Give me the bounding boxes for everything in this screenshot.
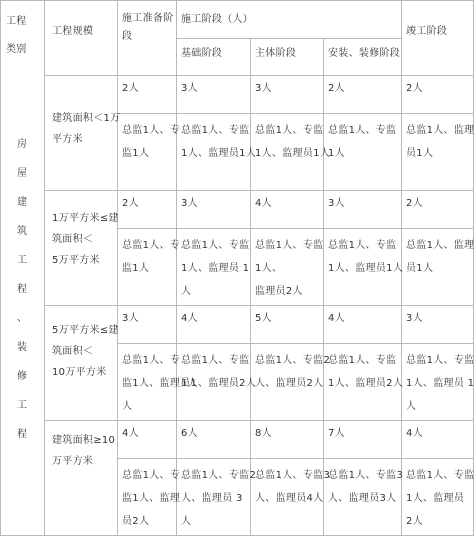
header-main-body-line: 主体阶段 <box>255 48 297 59</box>
staff-count-line: 3人 <box>406 313 423 324</box>
staff-detail-line: 总监1人、专监 <box>406 470 474 481</box>
row-scale <box>52 430 115 472</box>
staff-detail <box>122 464 180 533</box>
staff-detail <box>181 464 256 533</box>
header-install <box>328 44 400 64</box>
header-construction-stage-line: 施工阶段（人） <box>181 14 254 25</box>
staff-detail-line: 总监1人、专 <box>122 125 181 136</box>
staff-count-line: 5人 <box>255 313 272 324</box>
row-scale-line: 5万平方米≤建 <box>52 325 119 336</box>
staff-count <box>255 424 272 444</box>
staff-count-line: 2人 <box>328 83 345 94</box>
staff-count <box>406 424 423 444</box>
staff-detail <box>181 349 256 395</box>
staff-detail-line: 1人、 <box>255 263 283 274</box>
staff-count-line: 3人 <box>181 83 198 94</box>
staff-count <box>181 79 198 99</box>
staff-detail-line: 1人、监理员 1 <box>406 378 474 389</box>
staff-count <box>255 79 272 99</box>
staff-detail-line: 1人、监理员1人 <box>181 148 257 159</box>
header-category <box>6 8 27 64</box>
category-char: 房 <box>17 139 27 150</box>
staff-count <box>255 194 272 214</box>
staff-detail <box>255 234 323 303</box>
staff-detail <box>328 234 403 280</box>
staff-detail-line: 1人、监理员2人 <box>181 378 257 389</box>
staff-detail-line: 总监1人、专 <box>122 470 181 481</box>
staff-count <box>122 194 139 214</box>
staff-count-line: 4人 <box>328 313 345 324</box>
staff-detail-line: 总监1人、专监 <box>328 125 397 136</box>
staff-detail-line: 总监1人、专 <box>122 355 181 366</box>
staff-count <box>328 424 345 444</box>
category-char: 、 <box>17 313 27 324</box>
staff-detail-line: 总监1人、专监 <box>181 355 250 366</box>
category-char: 装 <box>17 342 27 353</box>
staff-detail-line: 监1人 <box>122 263 150 274</box>
staff-count-line: 7人 <box>328 428 345 439</box>
category-char: 程 <box>17 429 27 440</box>
staff-detail-line: 总监1人、专监 <box>328 240 397 251</box>
staff-detail-line: 监理员2人 <box>255 286 303 297</box>
staff-count <box>406 79 423 99</box>
staff-count-line: 3人 <box>122 313 139 324</box>
staff-detail-line: 总监1人、专监 <box>406 355 474 366</box>
staff-count <box>328 309 345 329</box>
header-acceptance <box>406 22 447 42</box>
row-scale-line: 万平方米 <box>52 456 94 467</box>
category-char: 建 <box>17 197 27 208</box>
staff-count-line: 2人 <box>122 198 139 209</box>
staff-detail-line: 人、监理员4人 <box>255 493 324 504</box>
staff-detail-line: 人、监理员3人 <box>328 493 397 504</box>
header-acceptance-line: 竣工阶段 <box>406 26 448 37</box>
border-left <box>0 0 1 535</box>
staff-detail-line: 员1人 <box>406 263 434 274</box>
staff-detail-line: 总监1人、专监2 <box>181 470 257 481</box>
header-category-line: 类别 <box>6 44 27 55</box>
staff-detail-line: 总监1人、专 <box>122 240 181 251</box>
staff-count-line: 3人 <box>181 198 198 209</box>
header-prep <box>122 10 174 46</box>
staff-detail-line: 监1人 <box>122 148 150 159</box>
category-char: 屋 <box>17 168 27 179</box>
staff-count-line: 4人 <box>406 428 423 439</box>
staff-detail-line: 人 <box>181 516 192 527</box>
staff-detail-line: 1人、监理员 <box>406 493 465 504</box>
row-divider <box>44 420 474 421</box>
row-scale-line: 10万平方米 <box>52 367 107 378</box>
header-construction-stage <box>181 10 253 30</box>
row-divider <box>117 228 474 229</box>
staff-detail-line: 监1人、监理 <box>122 493 181 504</box>
border-top <box>0 0 474 1</box>
staff-detail-line: 人 <box>181 286 192 297</box>
staff-detail-line: 人、监理员2人 <box>255 378 324 389</box>
row-scale <box>52 108 120 150</box>
staff-detail <box>122 119 180 165</box>
staff-count-line: 2人 <box>406 198 423 209</box>
category-char: 修 <box>17 371 27 382</box>
staff-count-line: 2人 <box>122 83 139 94</box>
category-label <box>12 130 32 449</box>
row-scale-line: 建筑面积＜1万 <box>52 113 121 124</box>
row-scale <box>52 320 119 383</box>
staff-count-line: 4人 <box>255 198 272 209</box>
staff-count-line: 8人 <box>255 428 272 439</box>
staff-detail <box>181 234 249 303</box>
staff-detail-line: 总监1人、专监 <box>255 125 324 136</box>
staff-count <box>181 309 198 329</box>
staff-detail <box>328 464 403 510</box>
staff-detail-line: 总监1人、专监 <box>181 240 250 251</box>
staff-detail-line: 总监1人、专监3 <box>255 470 331 481</box>
row-divider <box>117 458 474 459</box>
staff-detail <box>122 234 180 280</box>
staff-detail-line: 1人、监理员 1 <box>181 263 250 274</box>
staff-count <box>328 79 345 99</box>
category-char: 工 <box>17 400 27 411</box>
staff-detail-line: 总监1人、监理 <box>406 240 474 251</box>
staff-detail <box>406 234 474 280</box>
staff-detail <box>406 119 474 165</box>
header-prep-line: 施工准备阶 <box>122 13 174 24</box>
staff-detail-line: 1人 <box>328 148 345 159</box>
staff-detail <box>328 119 396 165</box>
staff-detail <box>181 119 256 165</box>
header-scale <box>52 22 93 42</box>
row-scale-line: 1万平方米≤建 <box>52 213 119 224</box>
header-foundation-line: 基础阶段 <box>181 48 223 59</box>
staff-detail-line: 人 <box>122 401 133 412</box>
staff-detail-line: 总监1人、专监 <box>255 240 324 251</box>
row-divider <box>44 305 474 306</box>
staff-detail-line: 监1人、监理员1 <box>122 378 198 389</box>
staff-count <box>406 309 423 329</box>
row-scale-line: 5万平方米 <box>52 255 100 266</box>
staff-detail-line: 1人、监理员1人 <box>328 263 404 274</box>
staff-detail-line: 总监1人、监理 <box>406 125 474 136</box>
staff-detail <box>406 464 474 533</box>
staff-count <box>328 194 345 214</box>
staff-detail-line: 1人、监理员2人 <box>328 378 404 389</box>
staff-detail-line: 总监1人、专监2 <box>255 355 331 366</box>
staff-count <box>122 309 139 329</box>
staff-count-line: 3人 <box>255 83 272 94</box>
staff-count <box>181 424 198 444</box>
staff-detail-line: 人 <box>406 401 417 412</box>
staff-count-line: 4人 <box>181 313 198 324</box>
row-scale <box>52 208 119 271</box>
category-char: 工 <box>17 255 27 266</box>
row-divider <box>117 113 474 114</box>
staff-detail-line: 员1人 <box>406 148 434 159</box>
row-divider <box>176 38 401 39</box>
staff-detail-line: 人、监理员 3 <box>181 493 243 504</box>
header-scale-line: 工程规模 <box>52 26 94 37</box>
staff-count <box>122 79 139 99</box>
row-scale-line: 筑面积＜ <box>52 346 94 357</box>
staff-detail-line: 总监1人、专监 <box>181 125 250 136</box>
staff-detail-line: 总监1人、专监3 <box>328 470 404 481</box>
row-divider <box>44 75 474 76</box>
staff-detail <box>255 464 330 510</box>
header-main-body <box>255 44 296 64</box>
staff-count-line: 6人 <box>181 428 198 439</box>
header-prep-line: 段 <box>122 31 133 42</box>
row-divider <box>117 343 474 344</box>
staff-count-line: 2人 <box>406 83 423 94</box>
staff-detail-line: 2人 <box>406 516 423 527</box>
staff-detail-line: 1人、监理员1人 <box>255 148 331 159</box>
staff-detail-line: 总监1人、专监 <box>328 355 397 366</box>
category-char: 程 <box>17 284 27 295</box>
category-char: 筑 <box>17 226 27 237</box>
staff-detail <box>406 349 474 418</box>
row-scale-line: 建筑面积≥10 <box>52 435 116 446</box>
staff-count <box>406 194 423 214</box>
header-install-line: 安装、装修阶段 <box>328 48 401 59</box>
staff-count <box>255 309 272 329</box>
staff-count-line: 4人 <box>122 428 139 439</box>
staff-detail <box>328 349 403 395</box>
staff-detail <box>255 119 330 165</box>
staff-detail-line: 员2人 <box>122 516 150 527</box>
row-scale-line: 平方米 <box>52 134 83 145</box>
col-divider <box>44 0 45 535</box>
row-scale-line: 筑面积＜ <box>52 234 94 245</box>
staff-count <box>122 424 139 444</box>
staff-count-line: 3人 <box>328 198 345 209</box>
staff-count <box>181 194 198 214</box>
header-foundation <box>181 44 222 64</box>
header-category-line: 工程 <box>6 16 27 27</box>
staff-detail <box>255 349 330 395</box>
row-divider <box>44 190 474 191</box>
